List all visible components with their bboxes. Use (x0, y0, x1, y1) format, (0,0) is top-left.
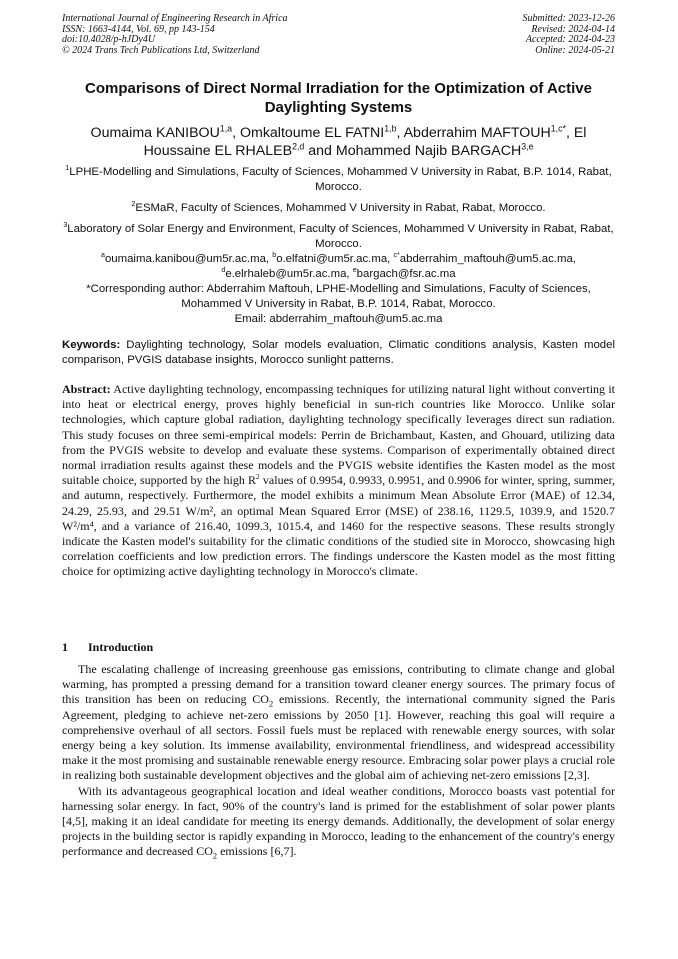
author-name: Oumaima KANIBOU (90, 125, 220, 141)
paragraph: The escalating challenge of increasing greenhouse gas emissions, contributing to climate change and global warming, has prompted a pressing demand for a transition toward cleaner energy sources. The primary focus of this transition has been on reducing $CO_2$ emissions. Recently, the international community signed the Paris Agreement, pledging to achieve net-zero emissions by 2050 [1]. However, reaching this goal will require a comprehensive overhaul of all sectors. Fossil fuels must be replaced with renewable energy sources, with solar energy being a key solution. Its immense availability, environmental friendliness, and widespread accessibility make it the most promising and sustainable renewable energy resource. Embracing solar power plays a crucial role in realizing both sustainable development objectives and the global aim of achieving net-zero emissions [2,3]. (62, 662, 616, 783)
affiliations (62, 165, 615, 327)
section-number: 1 (62, 640, 68, 654)
author-name: Mohammed Najib BARGACH (335, 143, 522, 159)
paragraph: With its advantageous geographical location and ideal weather conditions, Morocco boasts vast potential for harnessing solar energy. In fact, 90% of the country's land is primed for the establishment of solar power plants [4,5], making it an ideal candidate for meeting its energy demands. Additionally, the development of solar energy projects in the building sector is rapidly expanding in Morocco, leading to the enhancement of the country's energy performance and decreased $CO_2$ emissions [6,7]. (62, 783, 615, 861)
journal-doi: doi:10.4028/p-hJDy4U (62, 34, 156, 46)
email-link[interactable]: abderrahim_maftouh@um5.ac.ma, (399, 253, 576, 265)
dates-header (523, 14, 616, 56)
journal-name: International Journal of Engineering Research in Africa (62, 13, 288, 24)
author-affil-mark: 1,a (219, 123, 233, 134)
email-link[interactable]: bargach@fsr.ac.ma (356, 268, 456, 280)
journal-copyright: © 2024 Trans Tech Publications Ltd, Switzerland (62, 44, 260, 56)
keywords-text: Daylighting technology, Solar models evaluation, Climatic conditions analysis, Kasten model comparison, PVGIS database insights, Morocco sunlight patterns. (62, 339, 615, 366)
author-name: El Houssaine EL RHALEB (143, 125, 587, 159)
email-link[interactable]: oumaima.kanibou@um5r.ac.ma, (104, 253, 270, 265)
affiliation-2: $^2$ESMaR, Faculty of Sciences, Mohammed V University in Rabat, Rabat, Morocco. (131, 201, 546, 214)
author-list: Oumaima KANIBOU$^{1,a}$, Omkaltoume EL FATNI$^{1,b}$, Abderrahim $MAFTOUH^{1,c*}$, El Houssaine EL RHALEB$^{2,d}$ and Mohammed Najib BARGACH$^{3,e}$ (90, 123, 587, 159)
revised-date: Revised: 2024-04-14 (531, 23, 615, 35)
author-conjunction: and (308, 143, 332, 159)
email-link[interactable]: o.elfatni@um5r.ac.ma, (276, 253, 391, 265)
abstract: Abstract: Active daylighting technology, encompassing techniques for utilizing natural light without converting it into heat or electrical energy, proves highly beneficial in sun-rich countries like Morocco. Unlike solar technologies, which capture global radiation, daylighting technology specifically leverages direct sun radiation. This study focuses on three semi-empirical models: Perrin de Brichambaut, Kasten, and Ghouard, utilizing data from the PVGIS website to develop and evaluate these systems. Comparison of experimentally obtained direct normal irradiation results against these models and the PVGIS website identifies the Kasten model as the most suitable choice, supported by the high $R^2$ values of 0.9954, 0.9933, 0.9951, and 0.9906 for winter, spring, summer, and autumn, respectively. Furthermore, the model exhibits a minimum Mean Absolute Error (MAE) of 12.34, 24.29, 25.93, and 29.51 W/m², an optimal Mean Squared Error (MSE) of 238.16, 1129.5, 1039.9, and 1520.7 W²/m⁴, and a variance of 216.40, 1099.3, 1015.4, and 1460 for the respective seasons. These results strongly indicate the Kasten model's suitability for the climatic conditions of the studied site in Morocco, showcasing high correlation coefficients and low prediction errors. The findings underscore the Kasten model as the most fitting choice for optimizing active daylighting technology in Morocco's climate. (62, 382, 616, 579)
author-name: Omkaltoume EL FATNI (239, 125, 385, 141)
email-link[interactable]: e.elrhaleb@um5r.ac.ma, (225, 268, 350, 280)
author-affil-mark: 2,d (292, 141, 305, 152)
author-affil-mark: 1,c* (550, 123, 566, 134)
section-heading (62, 640, 615, 655)
abstract-label: Abstract: (62, 382, 111, 396)
affiliation-1: $^1$LPHE-Modelling and Simulations, Faculty of Sciences, Mohammed V University in Rabat, B.P. 1014, Rabat, Morocco. (65, 165, 612, 193)
submitted-date: Submitted: 2023-12-26 (522, 13, 615, 24)
author-affil-mark: 3,e (521, 141, 534, 152)
paper-title: Comparisons of Direct Normal Irradiation for the Optimization of Active Daylighting Systems (84, 80, 592, 116)
author-name: Abderrahim MAFTOUH (403, 125, 551, 141)
journal-issn: ISSN: 1663-4144, Vol. 69, pp 143-154 (62, 23, 215, 35)
accepted-date: Accepted: 2024-04-23 (525, 34, 615, 46)
journal-header (62, 14, 288, 56)
author-emails: $^a$oumaima.kanibou@um5r.ac.ma, $^b$o.elfatni@um5r.ac.ma, $^{c*}$abderrahim_maftouh@um5.ac.ma, $^d$e.elrhaleb@um5r.ac.ma, $^e$bargach@fsr.ac.ma (101, 252, 576, 280)
corresponding-email[interactable]: Email: abderrahim_maftouh@um5.ac.ma (234, 313, 443, 325)
keywords-label: Keywords: (62, 339, 121, 351)
keywords (62, 338, 615, 368)
corresponding-author: *Corresponding author: Abderrahim Maftouh, LPHE-Modelling and Simulations, Faculty of Sciences, Mohammed V University in Rabat, B.P. 1014, Rabat, Morocco. (86, 283, 591, 310)
author-affil-mark: 1,b (384, 123, 397, 134)
introduction-body (62, 662, 615, 860)
abstract-text: Active daylighting technology, encompassing techniques for utilizing natural light without converting it into heat or electrical energy, proves highly beneficial in sun-rich countries like Morocco. Unlike solar technologies, which capture global radiation, daylighting technology specifically leverages direct sun radiation. This study focuses on three semi-empirical models: Perrin de Brichambaut, Kasten, and Ghouard, utilizing data from the PVGIS website to develop and evaluate these systems. Comparison of experimentally obtained direct normal irradiation results against these models and the PVGIS website identifies the Kasten model as the most suitable choice, supported by the high R (62, 382, 615, 488)
affiliation-3: $^3$Laboratory of Solar Energy and Environment, Faculty of Sciences, Mohammed V University in Rabat, Rabat, Morocco. (63, 222, 614, 250)
section-title: Introduction (88, 640, 154, 654)
abstract-text-cont: values of 0.9954, 0.9933, 0.9951, and 0.9906 for winter, spring, summer, and autumn, respectively. Furthermore, the model exhibits a minimum Mean Absolute Error (MAE) of 12.34, 24.29, 25.93, and 29.51 W/m², an optimal Mean Squared Error (MSE) of 238.16, 1129.5, 1039.9, and 1520.7 W²/m⁴, and a variance of 216.40, 1099.3, 1015.4, and 1460 for the respective seasons. These results strongly indicate the Kasten model's suitability for the climatic conditions of the studied site in Morocco, showcasing high correlation coefficients and low prediction errors. The findings underscore the Kasten model as the most fitting choice for optimizing active daylighting technology in Morocco's climate. (62, 473, 616, 579)
online-date: Online: 2024-05-21 (535, 44, 615, 56)
